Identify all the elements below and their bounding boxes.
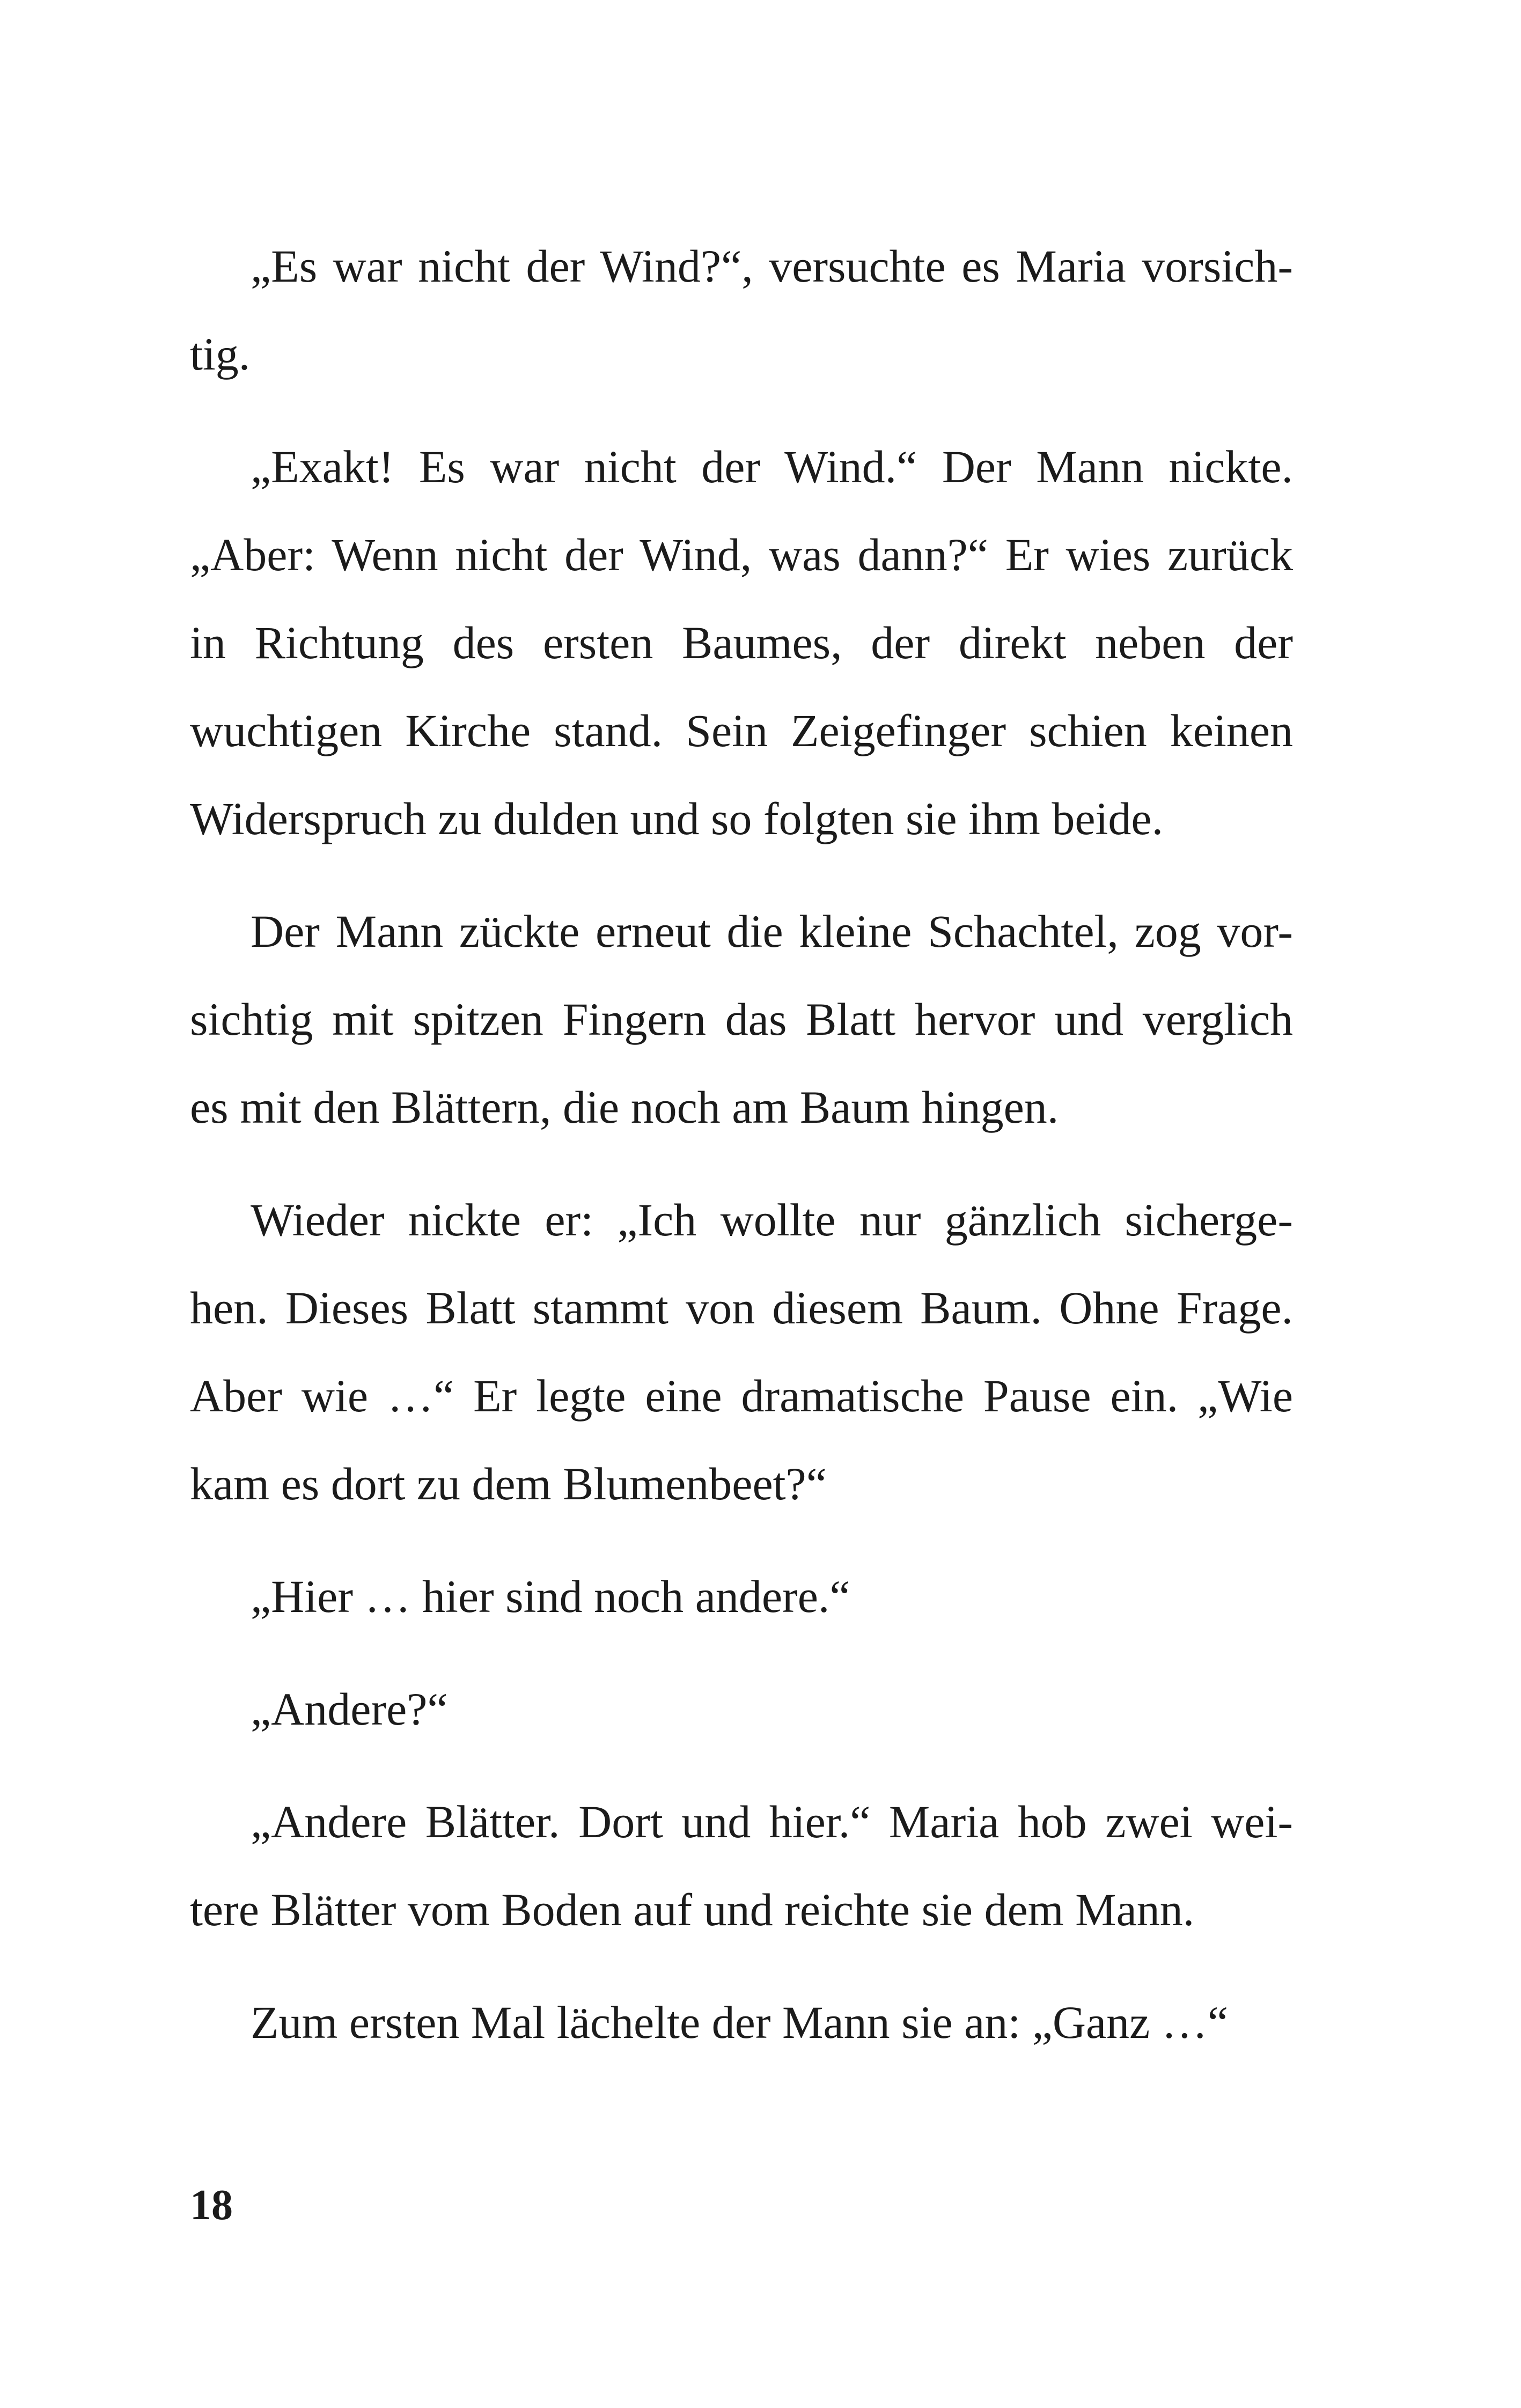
- text-line: tig.: [190, 328, 251, 380]
- text-line: hen. Dieses Blatt stammt von diesem Baum. Ohne Frage.: [190, 1282, 1293, 1334]
- text-line: es mit den Blättern, die noch am Baum hingen.: [190, 1081, 1059, 1133]
- paragraph: [190, 887, 1293, 1151]
- paragraph: [190, 423, 1293, 863]
- paragraph: [190, 1665, 1293, 1753]
- text-line: „Es war nicht der Wind?“, versuchte es Maria vorsich-: [251, 240, 1293, 292]
- text-line: in Richtung des ersten Baumes, der direkt neben der: [190, 617, 1293, 668]
- body-text: [190, 222, 1293, 2091]
- page-number: 18: [190, 2182, 233, 2229]
- text-line: „Hier … hier sind noch andere.“: [251, 1571, 850, 1622]
- text-line: „Exakt! Es war nicht der Wind.“ Der Mann nickte.: [251, 441, 1293, 492]
- text-line: Wieder nickte er: „Ich wollte nur gänzlich sicherge-: [251, 1194, 1293, 1246]
- paragraph: [190, 1176, 1293, 1528]
- text-line: „Aber: Wenn nicht der Wind, was dann?“ Er wies zurück: [190, 529, 1293, 580]
- paragraph: [190, 1552, 1293, 1640]
- paragraph: [190, 1978, 1293, 2066]
- text-line: kam es dort zu dem Blumenbeet?“: [190, 1458, 827, 1509]
- text-line: „Andere Blätter. Dort und hier.“ Maria hob zwei wei-: [251, 1796, 1293, 1847]
- paragraph: [190, 222, 1293, 398]
- text-line: tere Blätter vom Boden auf und reichte sie dem Mann.: [190, 1884, 1195, 1935]
- paragraph: [190, 1778, 1293, 1954]
- text-line: „Andere?“: [251, 1683, 448, 1735]
- text-line: sichtig mit spitzen Fingern das Blatt hervor und verglich: [190, 993, 1293, 1045]
- text-line: Widerspruch zu dulden und so folgten sie ihm beide.: [190, 793, 1164, 844]
- text-line: wuchtigen Kirche stand. Sein Zeigefinger schien keinen: [190, 705, 1293, 756]
- text-line: Zum ersten Mal lächelte der Mann sie an: „Ganz …“: [251, 1997, 1228, 2048]
- text-line: Der Mann zückte erneut die kleine Schachtel, zog vor-: [251, 905, 1293, 957]
- text-line: Aber wie …“ Er legte eine dramatische Pause ein. „Wie: [190, 1370, 1293, 1422]
